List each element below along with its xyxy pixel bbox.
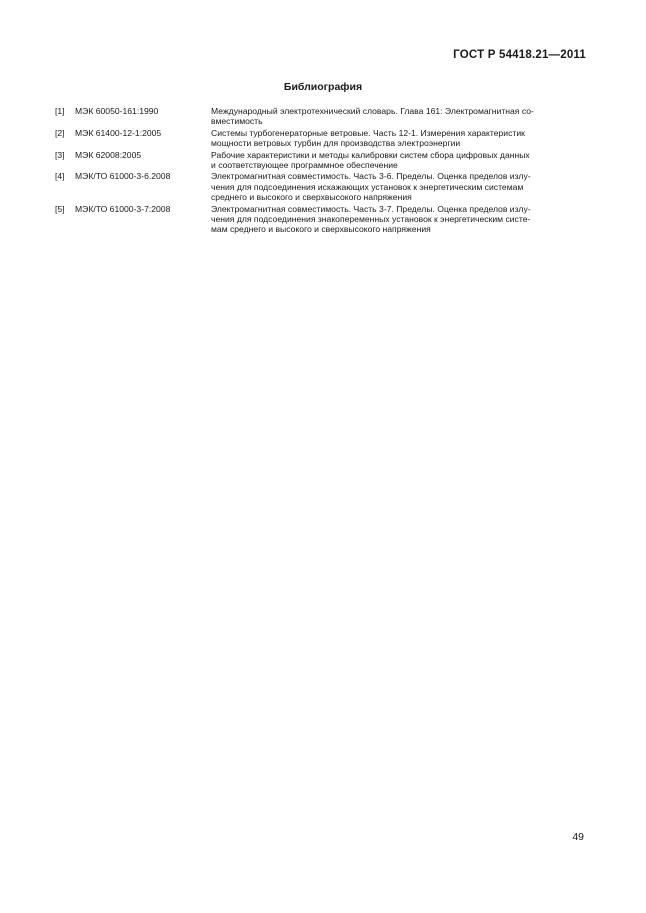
bibliography-entry <box>55 204 590 235</box>
standard-code: МЭК 61400-12-1:2005 <box>75 127 162 138</box>
entry-title: Электромагнитная совместимость. Часть 3-7. Пределы. Оценка пределов излу- чения для подсоединения знакопеременных установок к энергетическим систе- мам среднего и высокого и сверхвысокого напряжения <box>211 203 531 235</box>
entry-number: [2] <box>55 127 65 138</box>
standard-code: МЭК 60050-161:1990 <box>75 106 159 116</box>
bibliography-entry <box>55 128 590 149</box>
document-code-header: ГОСТ Р 54418.21—2011 <box>453 49 586 61</box>
bibliography-entry <box>55 150 590 171</box>
bibliography-entry <box>55 106 590 127</box>
entry-title: Международный электротехнический словарь. Глава 161: Электромагнитная со- вместимость <box>211 106 534 127</box>
standard-code: МЭК/ТО 61000-3-6.2008 <box>75 171 171 182</box>
entry-number: [5] <box>55 203 65 214</box>
page-number: 49 <box>572 831 584 843</box>
bibliography-entry <box>55 171 590 202</box>
bibliography-list <box>55 106 590 236</box>
section-title: Библиография <box>283 81 363 93</box>
entry-title: Рабочие характеристики и методы калибровки систем сбора цифровых данных и соответствующее программное обеспечение <box>211 149 530 171</box>
standard-code: МЭК 62008:2005 <box>75 149 142 160</box>
entry-number: [4] <box>55 171 65 182</box>
entry-number: [3] <box>55 149 65 160</box>
standard-code: МЭК/ТО 61000-3-7:2008 <box>75 203 171 214</box>
entry-number: [1] <box>55 106 65 116</box>
entry-title: Электромагнитная совместимость. Часть 3-6. Пределы. Оценка пределов излу- чения для подсоединения искажающих установок к энергетическим системам среднего и высокого и сверхвысокого напряжения <box>211 171 531 203</box>
entry-title: Системы турбогенераторные ветровые. Часть 12-1. Измерения характеристик мощности ветровых турбин для производства электроэнергии <box>211 127 525 149</box>
